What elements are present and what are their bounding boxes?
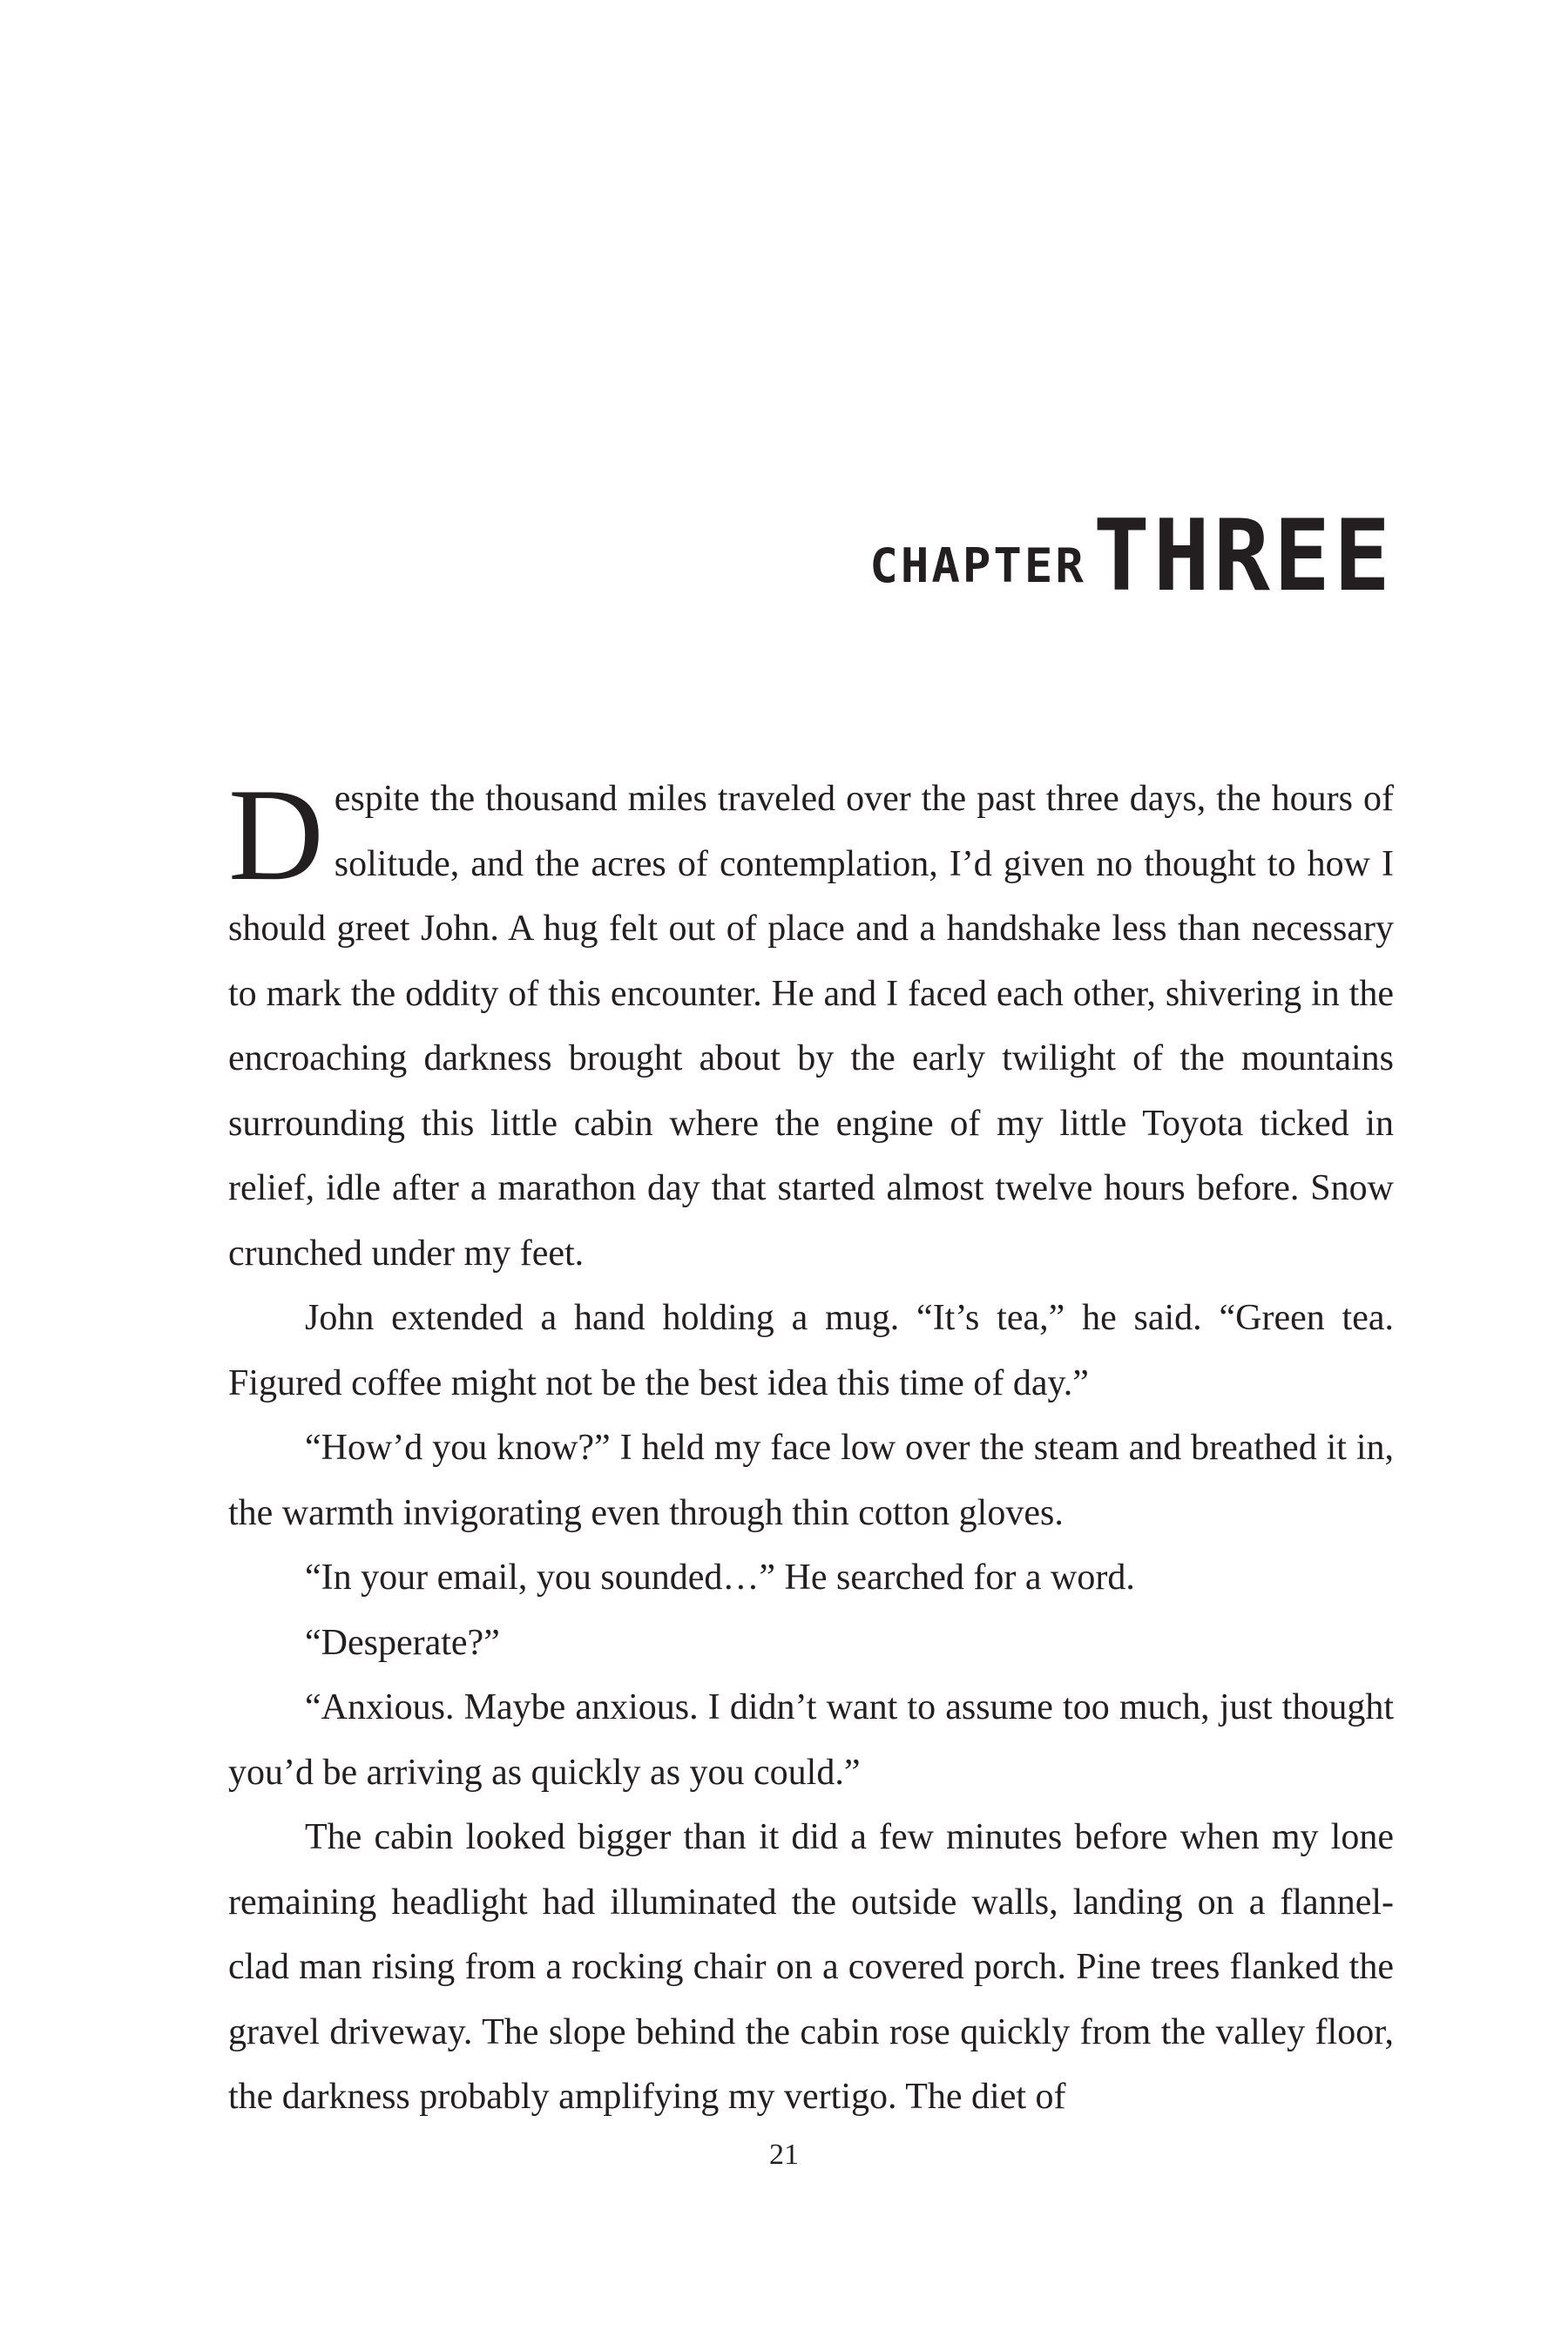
paragraph: [228, 761, 1394, 1286]
chapter-number: THREE: [1092, 498, 1394, 614]
paragraph: John extended a hand holding a mug. “It’s tea,” he said. “Green tea. Figured coffee might not be the best idea this time of day.”: [228, 1298, 1394, 1403]
page-number: 21: [769, 2139, 799, 2171]
chapter-body: [228, 761, 1394, 2130]
paragraph: “Anxious. Maybe anxious. I didn’t want to assume too much, just thought you’d be arriving as quickly as you could.”: [228, 1687, 1394, 1793]
paragraph: “How’d you know?” I held my face low over the steam and breathed it in, the warmth invigorating even through thin cotton gloves.: [228, 1428, 1394, 1533]
paragraph: The cabin looked bigger than it did a few minutes before when my lone remaining headlight had illuminated the outside walls, landing on a flannel-clad man rising from a rocking chair on a covered porch. Pine trees flanked the gravel driveway. The slope behind the cabin rose quickly from the valley floor, the darkness probably amplifying my vertigo. The diet of: [228, 1817, 1394, 2117]
chapter-label: CHAPTER: [869, 538, 1086, 593]
paragraph-text: espite the thousand miles traveled over the past three days, the hours of solitude, and the acres of contemplation, I’d given no thought to how I should greet John. A hug felt out of place and a handshake less than necessary to mark the oddity of this encounter. He and I faced each other, shivering in the encroaching darkness brought about by the early twilight of the mountains surrounding this little cabin where the engine of my little Toyota ticked in relief, idle after a marathon day that started almost twelve hours before. Snow crunched under my feet.: [228, 779, 1394, 1274]
paragraph: “In your email, you sounded…” He searched for a word.: [305, 1558, 1135, 1598]
chapter-heading: [869, 498, 1394, 614]
drop-cap: D: [228, 761, 324, 908]
paragraph: “Desperate?”: [305, 1622, 500, 1663]
